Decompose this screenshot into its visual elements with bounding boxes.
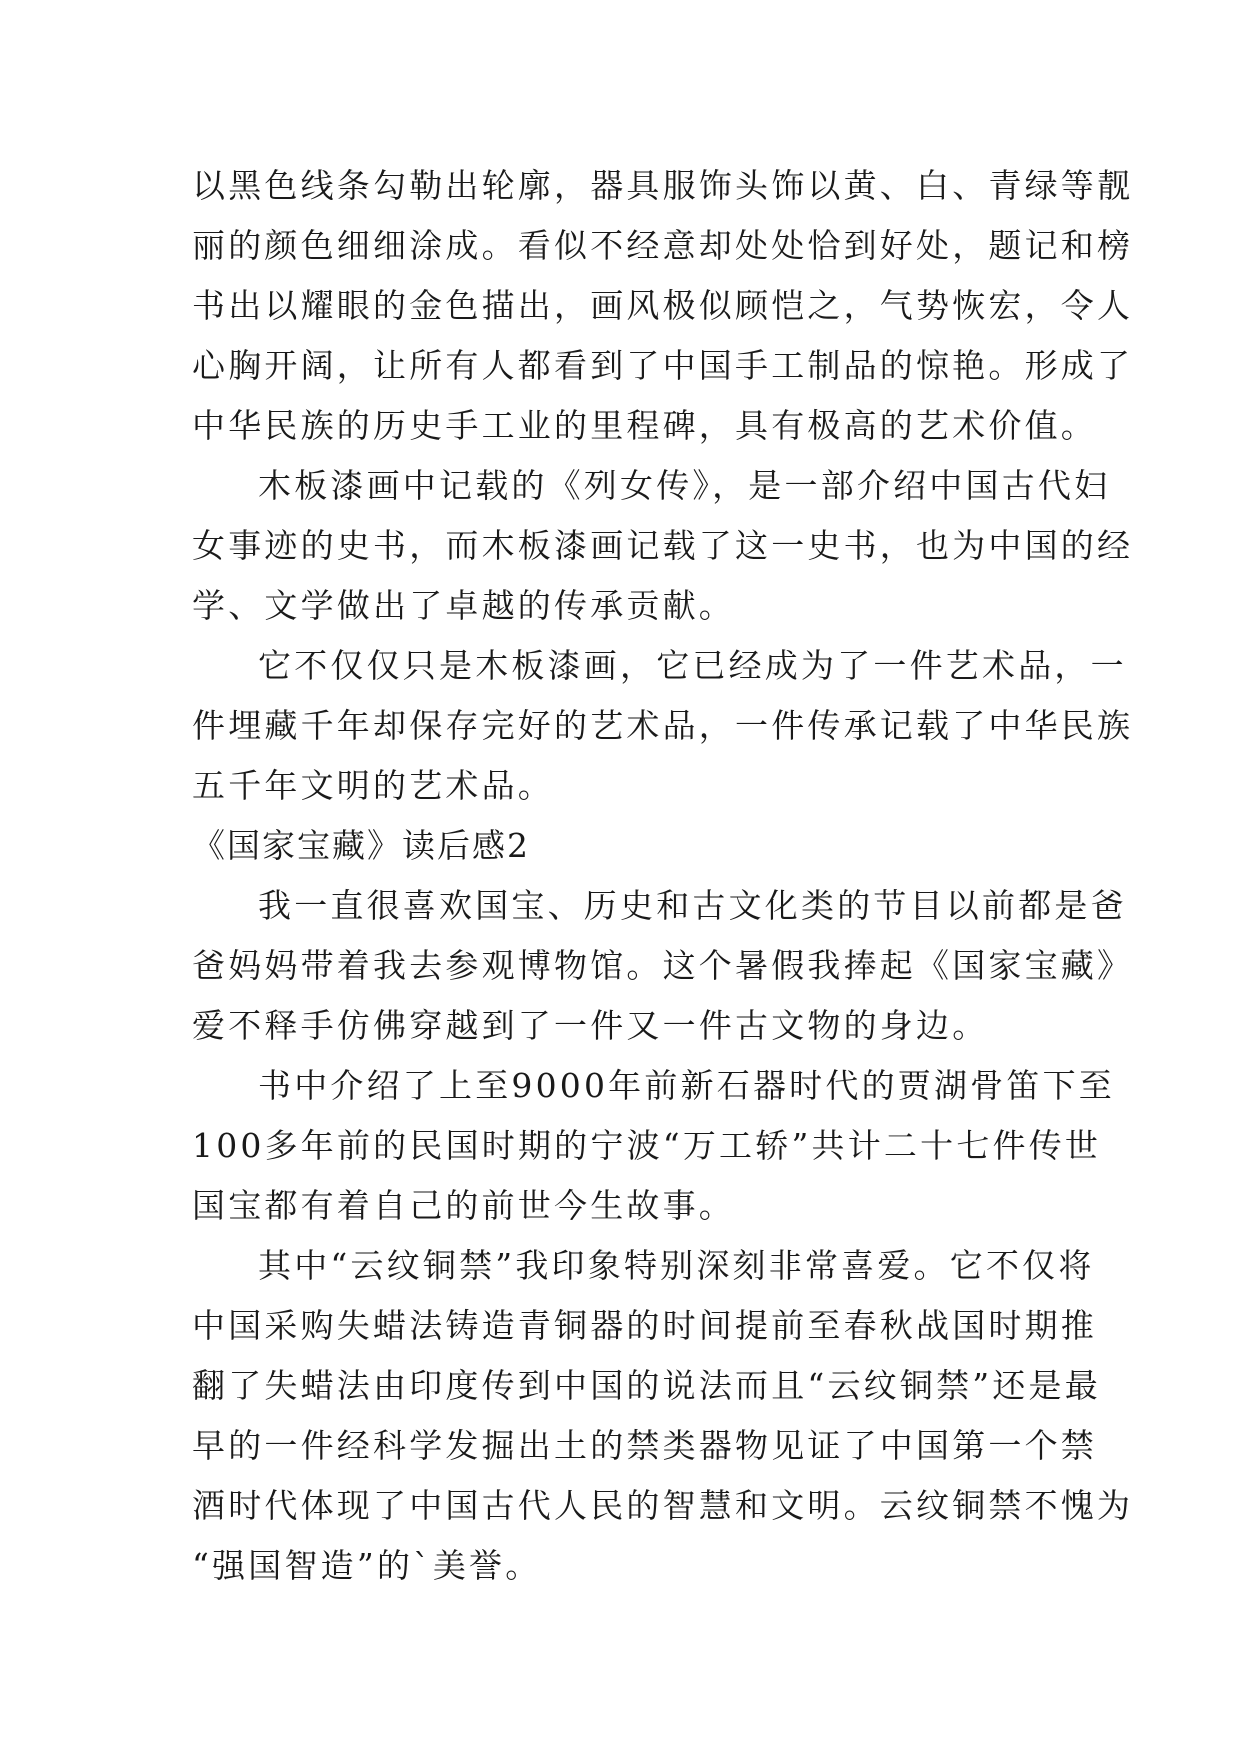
paragraph-lienu-zhuan xyxy=(192,456,1134,636)
text-line: 酒时代体现了中国古代人民的智慧和文明。云纹铜禁不愧为 xyxy=(192,1486,1134,1525)
text-line: 书中介绍了上至9000年前新石器时代的贾湖骨笛下至 xyxy=(258,1066,1115,1105)
text-line: 100多年前的民国时期的宁波“万工轿”共计二十七件传世 xyxy=(192,1126,1102,1165)
text-line: 翻了失蜡法由印度传到中国的说法而且“云纹铜禁”还是最 xyxy=(192,1366,1101,1405)
text-line: 女事迹的史书，而木板漆画记载了这一史书，也为中国的经 xyxy=(192,526,1134,565)
text-line: 书出以耀眼的金色描出，画风极似顾恺之，气势恢宏，令人 xyxy=(192,286,1134,325)
text-line: 丽的颜色细细涂成。看似不经意却处处恰到好处，题记和榜 xyxy=(192,226,1134,265)
text-line: 爸妈妈带着我去参观博物馆。这个暑假我捧起《国家宝藏》 xyxy=(192,946,1134,985)
text-line: “强国智造”的`美誉。 xyxy=(192,1546,542,1585)
text-line: 我一直很喜欢国宝、历史和古文化类的节目以前都是爸 xyxy=(258,886,1127,925)
text-line: 早的一件经科学发掘出土的禁类器物见证了中国第一个禁 xyxy=(192,1426,1097,1465)
text-line: 国宝都有着自己的前世今生故事。 xyxy=(192,1186,735,1225)
section-heading: 《国家宝藏》读后感2 xyxy=(192,826,530,865)
paragraph-continuation xyxy=(192,156,1134,456)
paragraph-intro xyxy=(192,876,1134,1056)
text-line: 木板漆画中记载的《列女传》，是一部介绍中国古代妇 xyxy=(258,466,1111,505)
paragraph-artwork xyxy=(192,636,1134,816)
text-line: 其中“云纹铜禁”我印象特别深刻非常喜爱。它不仅将 xyxy=(258,1246,1095,1285)
text-line: 五千年文明的艺术品。 xyxy=(192,766,554,805)
text-line: 中华民族的历史手工业的里程碑，具有极高的艺术价值。 xyxy=(192,406,1097,445)
paragraph-book-content xyxy=(192,1056,1115,1236)
text-line: 件埋藏千年却保存完好的艺术品，一件传承记载了中华民族 xyxy=(192,706,1134,745)
text-line: 心胸开阔，让所有人都看到了中国手工制品的惊艳。形成了 xyxy=(192,346,1134,385)
text-line: 以黑色线条勾勒出轮廓，器具服饰头饰以黄、白、青绿等靓 xyxy=(192,166,1134,205)
text-line: 中国采购失蜡法铸造青铜器的时间提前至春秋战国时期推 xyxy=(192,1306,1097,1345)
text-line: 爱不释手仿佛穿越到了一件又一件古文物的身边。 xyxy=(192,1006,989,1045)
paragraph-yunwen-tongjin xyxy=(192,1236,1134,1596)
text-line: 它不仅仅只是木板漆画，它已经成为了一件艺术品，一 xyxy=(258,646,1127,685)
text-line: 学、文学做出了卓越的传承贡献。 xyxy=(192,586,735,625)
document-body xyxy=(192,156,1134,1596)
